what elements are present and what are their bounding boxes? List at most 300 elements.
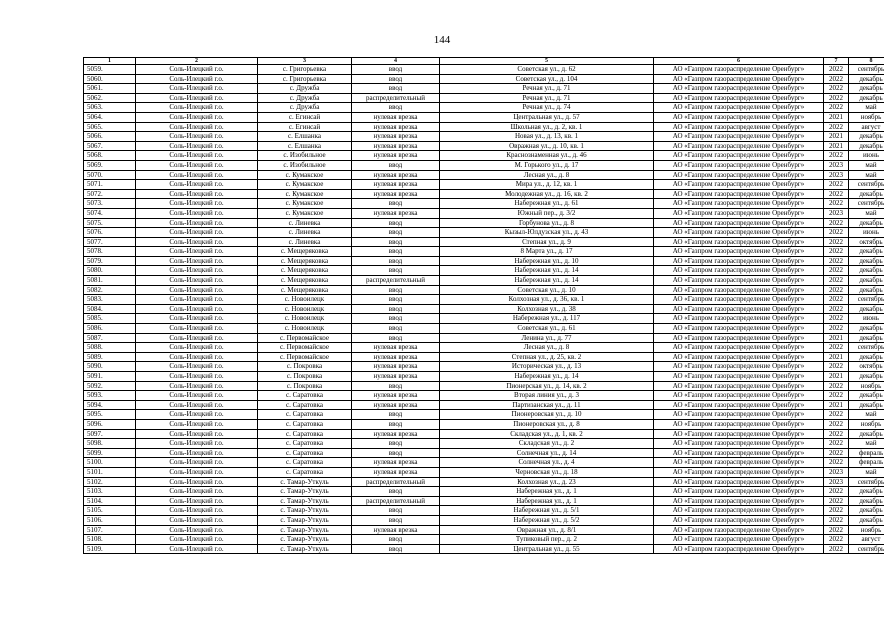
month-cell: декабрь bbox=[849, 74, 884, 84]
district-cell: Соль-Илецкий г.о. bbox=[136, 410, 258, 420]
month-cell: декабрь bbox=[849, 372, 884, 382]
organization-cell: АО «Газпром газораспределение Оренбург» bbox=[654, 391, 824, 401]
month-cell: декабрь bbox=[849, 256, 884, 266]
month-cell: декабрь bbox=[849, 429, 884, 439]
organization-cell: АО «Газпром газораспределение Оренбург» bbox=[654, 372, 824, 382]
table-row bbox=[84, 199, 884, 209]
connection-type-cell: нулевая врезка bbox=[352, 372, 440, 382]
settlement-cell: с. Егинсай bbox=[258, 112, 352, 122]
row-number-cell: 5084. bbox=[84, 304, 136, 314]
organization-cell: АО «Газпром газораспределение Оренбург» bbox=[654, 160, 824, 170]
connection-type-cell: ввод bbox=[352, 266, 440, 276]
organization-cell: АО «Газпром газораспределение Оренбург» bbox=[654, 103, 824, 113]
organization-cell: АО «Газпром газораспределение Оренбург» bbox=[654, 525, 824, 535]
month-cell: декабрь bbox=[849, 132, 884, 142]
connection-type-cell: ввод bbox=[352, 199, 440, 209]
register-table bbox=[83, 57, 884, 554]
settlement-cell: с. Саратовка bbox=[258, 400, 352, 410]
organization-cell: АО «Газпром газораспределение Оренбург» bbox=[654, 381, 824, 391]
row-number-cell: 5080. bbox=[84, 266, 136, 276]
district-cell: Соль-Илецкий г.о. bbox=[136, 141, 258, 151]
month-cell: сентябрь bbox=[849, 477, 884, 487]
year-cell: 2022 bbox=[824, 410, 849, 420]
address-cell: Речная ул., д. 71 bbox=[440, 84, 654, 94]
address-cell: Мира ул., д. 12, кв. 1 bbox=[440, 180, 654, 190]
district-cell: Соль-Илецкий г.о. bbox=[136, 189, 258, 199]
settlement-cell: с. Покровка bbox=[258, 362, 352, 372]
settlement-cell: с. Дружба bbox=[258, 93, 352, 103]
settlement-cell: с. Новоилецк bbox=[258, 295, 352, 305]
address-cell: Молодежная ул., д. 16, кв. 2 bbox=[440, 189, 654, 199]
settlement-cell: с. Новоилецк bbox=[258, 324, 352, 334]
district-cell: Соль-Илецкий г.о. bbox=[136, 372, 258, 382]
organization-cell: АО «Газпром газораспределение Оренбург» bbox=[654, 285, 824, 295]
settlement-cell: с. Егинсай bbox=[258, 122, 352, 132]
settlement-cell: с. Тамар-Уткуль bbox=[258, 487, 352, 497]
row-number-cell: 5089. bbox=[84, 352, 136, 362]
row-number-cell: 5061. bbox=[84, 84, 136, 94]
year-cell: 2022 bbox=[824, 256, 849, 266]
connection-type-cell: нулевая врезка bbox=[352, 180, 440, 190]
row-number-cell: 5097. bbox=[84, 429, 136, 439]
table-row bbox=[84, 132, 884, 142]
table-row bbox=[84, 295, 884, 305]
year-cell: 2022 bbox=[824, 314, 849, 324]
row-number-cell: 5059. bbox=[84, 65, 136, 75]
address-cell: Советская ул., д. 62 bbox=[440, 65, 654, 75]
organization-cell: АО «Газпром газораспределение Оренбург» bbox=[654, 295, 824, 305]
address-cell: Речная ул., д. 74 bbox=[440, 103, 654, 113]
address-cell: Центральная ул., д. 55 bbox=[440, 544, 654, 554]
organization-cell: АО «Газпром газораспределение Оренбург» bbox=[654, 467, 824, 477]
year-cell: 2022 bbox=[824, 419, 849, 429]
connection-type-cell: распределительный bbox=[352, 276, 440, 286]
month-cell: май bbox=[849, 467, 884, 477]
month-cell: декабрь bbox=[849, 84, 884, 94]
address-cell: Овражная ул., д. 10, кв. 1 bbox=[440, 141, 654, 151]
year-cell: 2023 bbox=[824, 467, 849, 477]
table-row bbox=[84, 458, 884, 468]
header-cell: 6 bbox=[654, 58, 824, 65]
header-cell: 7 bbox=[824, 58, 849, 65]
connection-type-cell: нулевая врезка bbox=[352, 122, 440, 132]
month-cell: декабрь bbox=[849, 93, 884, 103]
table-row bbox=[84, 285, 884, 295]
connection-type-cell: ввод bbox=[352, 333, 440, 343]
table-row bbox=[84, 103, 884, 113]
year-cell: 2022 bbox=[824, 439, 849, 449]
month-cell: декабрь bbox=[849, 487, 884, 497]
address-cell: Набережная ул., д. 61 bbox=[440, 199, 654, 209]
month-cell: сентябрь bbox=[849, 180, 884, 190]
settlement-cell: с. Линевка bbox=[258, 228, 352, 238]
district-cell: Соль-Илецкий г.о. bbox=[136, 496, 258, 506]
organization-cell: АО «Газпром газораспределение Оренбург» bbox=[654, 439, 824, 449]
district-cell: Соль-Илецкий г.о. bbox=[136, 525, 258, 535]
month-cell: декабрь bbox=[849, 352, 884, 362]
organization-cell: АО «Газпром газораспределение Оренбург» bbox=[654, 151, 824, 161]
settlement-cell: с. Тамар-Уткуль bbox=[258, 506, 352, 516]
month-cell: август bbox=[849, 535, 884, 545]
address-cell: Солнечная ул., д. 14 bbox=[440, 448, 654, 458]
organization-cell: АО «Газпром газораспределение Оренбург» bbox=[654, 429, 824, 439]
row-number-cell: 5107. bbox=[84, 525, 136, 535]
row-number-cell: 5101. bbox=[84, 467, 136, 477]
organization-cell: АО «Газпром газораспределение Оренбург» bbox=[654, 458, 824, 468]
row-number-cell: 5064. bbox=[84, 112, 136, 122]
table-row bbox=[84, 400, 884, 410]
organization-cell: АО «Газпром газораспределение Оренбург» bbox=[654, 180, 824, 190]
address-cell: Партизанская ул., д. 11 bbox=[440, 400, 654, 410]
row-number-cell: 5079. bbox=[84, 256, 136, 266]
table-row bbox=[84, 467, 884, 477]
organization-cell: АО «Газпром газораспределение Оренбург» bbox=[654, 247, 824, 257]
year-cell: 2022 bbox=[824, 285, 849, 295]
header-cell: 2 bbox=[136, 58, 258, 65]
table-row bbox=[84, 160, 884, 170]
settlement-cell: с. Тамар-Уткуль bbox=[258, 477, 352, 487]
year-cell: 2022 bbox=[824, 324, 849, 334]
table-row bbox=[84, 189, 884, 199]
connection-type-cell: ввод bbox=[352, 544, 440, 554]
year-cell: 2022 bbox=[824, 237, 849, 247]
address-cell: Набережная ул., д. 10 bbox=[440, 256, 654, 266]
table-row bbox=[84, 93, 884, 103]
address-cell: Набережная ул., д. 5/2 bbox=[440, 515, 654, 525]
organization-cell: АО «Газпром газораспределение Оренбург» bbox=[654, 314, 824, 324]
district-cell: Соль-Илецкий г.о. bbox=[136, 103, 258, 113]
month-cell: декабрь bbox=[849, 304, 884, 314]
row-number-cell: 5086. bbox=[84, 324, 136, 334]
settlement-cell: с. Елшанка bbox=[258, 141, 352, 151]
district-cell: Соль-Илецкий г.о. bbox=[136, 515, 258, 525]
address-cell: Набережная ул., д. 117 bbox=[440, 314, 654, 324]
address-cell: Степная ул., д. 9 bbox=[440, 237, 654, 247]
table-row bbox=[84, 304, 884, 314]
address-cell: Пионеровская ул., д. 10 bbox=[440, 410, 654, 420]
table-row bbox=[84, 343, 884, 353]
address-cell: Набережная ул., д. 1 bbox=[440, 496, 654, 506]
row-number-cell: 5096. bbox=[84, 419, 136, 429]
row-number-cell: 5098. bbox=[84, 439, 136, 449]
organization-cell: АО «Газпром газораспределение Оренбург» bbox=[654, 112, 824, 122]
connection-type-cell: нулевая врезка bbox=[352, 525, 440, 535]
settlement-cell: с. Линевка bbox=[258, 218, 352, 228]
address-cell: Советская ул., д. 104 bbox=[440, 74, 654, 84]
header-cell: 3 bbox=[258, 58, 352, 65]
address-cell: Тупиковый пер., д. 2 bbox=[440, 535, 654, 545]
address-cell: Набережная ул., д. 1 bbox=[440, 487, 654, 497]
month-cell: декабрь bbox=[849, 266, 884, 276]
table-row bbox=[84, 410, 884, 420]
table-row bbox=[84, 324, 884, 334]
month-cell: май bbox=[849, 170, 884, 180]
settlement-cell: с. Саратовка bbox=[258, 419, 352, 429]
district-cell: Соль-Илецкий г.о. bbox=[136, 65, 258, 75]
address-cell: Набережная ул., д. 14 bbox=[440, 266, 654, 276]
address-cell: 8 Марта ул., д. 17 bbox=[440, 247, 654, 257]
row-number-cell: 5095. bbox=[84, 410, 136, 420]
organization-cell: АО «Газпром газораспределение Оренбург» bbox=[654, 84, 824, 94]
organization-cell: АО «Газпром газораспределение Оренбург» bbox=[654, 170, 824, 180]
row-number-cell: 5065. bbox=[84, 122, 136, 132]
table-row bbox=[84, 141, 884, 151]
month-cell: август bbox=[849, 122, 884, 132]
year-cell: 2022 bbox=[824, 199, 849, 209]
row-number-cell: 5092. bbox=[84, 381, 136, 391]
district-cell: Соль-Илецкий г.о. bbox=[136, 467, 258, 477]
connection-type-cell: ввод bbox=[352, 74, 440, 84]
connection-type-cell: ввод bbox=[352, 515, 440, 525]
district-cell: Соль-Илецкий г.о. bbox=[136, 285, 258, 295]
address-cell: Пионеровская ул., д. 8 bbox=[440, 419, 654, 429]
address-cell: Новая ул., д. 13, кв. 1 bbox=[440, 132, 654, 142]
settlement-cell: с. Кумакское bbox=[258, 208, 352, 218]
settlement-cell: с. Мещеряковка bbox=[258, 276, 352, 286]
district-cell: Соль-Илецкий г.о. bbox=[136, 314, 258, 324]
address-cell: Центральная ул., д. 57 bbox=[440, 112, 654, 122]
address-cell: Черновская ул., д. 18 bbox=[440, 467, 654, 477]
row-number-cell: 5067. bbox=[84, 141, 136, 151]
organization-cell: АО «Газпром газораспределение Оренбург» bbox=[654, 189, 824, 199]
settlement-cell: с. Тамар-Уткуль bbox=[258, 525, 352, 535]
month-cell: сентябрь bbox=[849, 544, 884, 554]
month-cell: сентябрь bbox=[849, 295, 884, 305]
month-cell: сентябрь bbox=[849, 65, 884, 75]
table-row bbox=[84, 276, 884, 286]
year-cell: 2023 bbox=[824, 477, 849, 487]
connection-type-cell: ввод bbox=[352, 285, 440, 295]
district-cell: Соль-Илецкий г.о. bbox=[136, 237, 258, 247]
settlement-cell: с. Саратовка bbox=[258, 467, 352, 477]
table-row bbox=[84, 314, 884, 324]
district-cell: Соль-Илецкий г.о. bbox=[136, 487, 258, 497]
connection-type-cell: распределительный bbox=[352, 477, 440, 487]
table-row bbox=[84, 180, 884, 190]
address-cell: Степная ул., д. 25, кв. 2 bbox=[440, 352, 654, 362]
organization-cell: АО «Газпром газораспределение Оренбург» bbox=[654, 487, 824, 497]
district-cell: Соль-Илецкий г.о. bbox=[136, 362, 258, 372]
district-cell: Соль-Илецкий г.о. bbox=[136, 112, 258, 122]
row-number-cell: 5062. bbox=[84, 93, 136, 103]
table-row bbox=[84, 84, 884, 94]
district-cell: Соль-Илецкий г.о. bbox=[136, 506, 258, 516]
district-cell: Соль-Илецкий г.о. bbox=[136, 448, 258, 458]
month-cell: сентябрь bbox=[849, 199, 884, 209]
year-cell: 2022 bbox=[824, 65, 849, 75]
connection-type-cell: ввод bbox=[352, 84, 440, 94]
connection-type-cell: ввод bbox=[352, 65, 440, 75]
district-cell: Соль-Илецкий г.о. bbox=[136, 199, 258, 209]
connection-type-cell: ввод bbox=[352, 160, 440, 170]
row-number-cell: 5077. bbox=[84, 237, 136, 247]
connection-type-cell: распределительный bbox=[352, 93, 440, 103]
table-row bbox=[84, 515, 884, 525]
connection-type-cell: нулевая врезка bbox=[352, 429, 440, 439]
district-cell: Соль-Илецкий г.о. bbox=[136, 439, 258, 449]
district-cell: Соль-Илецкий г.о. bbox=[136, 324, 258, 334]
settlement-cell: с. Тамар-Уткуль bbox=[258, 496, 352, 506]
year-cell: 2022 bbox=[824, 343, 849, 353]
connection-type-cell: нулевая врезка bbox=[352, 343, 440, 353]
settlement-cell: с. Саратовка bbox=[258, 448, 352, 458]
district-cell: Соль-Илецкий г.о. bbox=[136, 304, 258, 314]
address-cell: Кызыл-Юлдузская ул., д. 43 bbox=[440, 228, 654, 238]
year-cell: 2021 bbox=[824, 400, 849, 410]
year-cell: 2023 bbox=[824, 160, 849, 170]
table-body bbox=[84, 58, 884, 554]
organization-cell: АО «Газпром газораспределение Оренбург» bbox=[654, 506, 824, 516]
connection-type-cell: ввод bbox=[352, 487, 440, 497]
month-cell: декабрь bbox=[849, 189, 884, 199]
year-cell: 2022 bbox=[824, 218, 849, 228]
year-cell: 2022 bbox=[824, 544, 849, 554]
year-cell: 2022 bbox=[824, 304, 849, 314]
row-number-cell: 5076. bbox=[84, 228, 136, 238]
year-cell: 2022 bbox=[824, 247, 849, 257]
district-cell: Соль-Илецкий г.о. bbox=[136, 151, 258, 161]
organization-cell: АО «Газпром газораспределение Оренбург» bbox=[654, 122, 824, 132]
district-cell: Соль-Илецкий г.о. bbox=[136, 400, 258, 410]
year-cell: 2022 bbox=[824, 429, 849, 439]
settlement-cell: с. Мещеряковка bbox=[258, 256, 352, 266]
address-cell: Набережная ул., д. 5/1 bbox=[440, 506, 654, 516]
row-number-cell: 5073. bbox=[84, 199, 136, 209]
table-row bbox=[84, 496, 884, 506]
year-cell: 2022 bbox=[824, 74, 849, 84]
organization-cell: АО «Газпром газораспределение Оренбург» bbox=[654, 218, 824, 228]
district-cell: Соль-Илецкий г.о. bbox=[136, 170, 258, 180]
month-cell: февраль bbox=[849, 448, 884, 458]
table-row bbox=[84, 218, 884, 228]
settlement-cell: с. Саратовка bbox=[258, 410, 352, 420]
month-cell: май bbox=[849, 439, 884, 449]
settlement-cell: с. Линевка bbox=[258, 237, 352, 247]
month-cell: сентябрь bbox=[849, 343, 884, 353]
year-cell: 2022 bbox=[824, 103, 849, 113]
connection-type-cell: нулевая врезка bbox=[352, 170, 440, 180]
table-row bbox=[84, 448, 884, 458]
table-row bbox=[84, 237, 884, 247]
row-number-cell: 5060. bbox=[84, 74, 136, 84]
settlement-cell: с. Новоилецк bbox=[258, 314, 352, 324]
row-number-cell: 5072. bbox=[84, 189, 136, 199]
address-cell: Набережная ул., д. 14 bbox=[440, 276, 654, 286]
year-cell: 2022 bbox=[824, 448, 849, 458]
month-cell: декабрь bbox=[849, 285, 884, 295]
organization-cell: АО «Газпром газораспределение Оренбург» bbox=[654, 304, 824, 314]
month-cell: июнь bbox=[849, 228, 884, 238]
year-cell: 2021 bbox=[824, 352, 849, 362]
district-cell: Соль-Илецкий г.о. bbox=[136, 208, 258, 218]
address-cell: Колхозная ул., д. 23 bbox=[440, 477, 654, 487]
year-cell: 2022 bbox=[824, 391, 849, 401]
year-cell: 2022 bbox=[824, 525, 849, 535]
table-row bbox=[84, 544, 884, 554]
row-number-cell: 5066. bbox=[84, 132, 136, 142]
year-cell: 2022 bbox=[824, 506, 849, 516]
district-cell: Соль-Илецкий г.о. bbox=[136, 228, 258, 238]
month-cell: май bbox=[849, 160, 884, 170]
settlement-cell: с. Дружба bbox=[258, 84, 352, 94]
month-cell: май bbox=[849, 410, 884, 420]
connection-type-cell: ввод bbox=[352, 218, 440, 228]
year-cell: 2022 bbox=[824, 189, 849, 199]
district-cell: Соль-Илецкий г.о. bbox=[136, 132, 258, 142]
table-row bbox=[84, 170, 884, 180]
settlement-cell: с. Мещеряковка bbox=[258, 266, 352, 276]
table-row bbox=[84, 228, 884, 238]
address-cell: М. Горького ул., д. 17 bbox=[440, 160, 654, 170]
district-cell: Соль-Илецкий г.о. bbox=[136, 429, 258, 439]
organization-cell: АО «Газпром газораспределение Оренбург» bbox=[654, 343, 824, 353]
settlement-cell: с. Первомайское bbox=[258, 352, 352, 362]
settlement-cell: с. Елшанка bbox=[258, 132, 352, 142]
year-cell: 2022 bbox=[824, 93, 849, 103]
table-row bbox=[84, 151, 884, 161]
settlement-cell: с. Изобильное bbox=[258, 160, 352, 170]
year-cell: 2022 bbox=[824, 487, 849, 497]
row-number-cell: 5063. bbox=[84, 103, 136, 113]
address-cell: Лесная ул., д. 8 bbox=[440, 170, 654, 180]
address-cell: Колхозная ул., д. 36, кв. 1 bbox=[440, 295, 654, 305]
table-row bbox=[84, 477, 884, 487]
year-cell: 2022 bbox=[824, 180, 849, 190]
header-cell: 1 bbox=[84, 58, 136, 65]
organization-cell: АО «Газпром газораспределение Оренбург» bbox=[654, 237, 824, 247]
address-cell: Горбунова ул., д. 8 bbox=[440, 218, 654, 228]
month-cell: декабрь bbox=[849, 506, 884, 516]
organization-cell: АО «Газпром газораспределение Оренбург» bbox=[654, 208, 824, 218]
row-number-cell: 5099. bbox=[84, 448, 136, 458]
settlement-cell: с. Саратовка bbox=[258, 429, 352, 439]
organization-cell: АО «Газпром газораспределение Оренбург» bbox=[654, 333, 824, 343]
year-cell: 2022 bbox=[824, 84, 849, 94]
district-cell: Соль-Илецкий г.о. bbox=[136, 247, 258, 257]
district-cell: Соль-Илецкий г.о. bbox=[136, 419, 258, 429]
address-cell: Ленина ул., д. 77 bbox=[440, 333, 654, 343]
month-cell: декабрь bbox=[849, 141, 884, 151]
month-cell: декабрь bbox=[849, 276, 884, 286]
connection-type-cell: ввод bbox=[352, 256, 440, 266]
connection-type-cell: ввод bbox=[352, 324, 440, 334]
settlement-cell: с. Покровка bbox=[258, 381, 352, 391]
month-cell: декабрь bbox=[849, 218, 884, 228]
settlement-cell: с. Мещеряковка bbox=[258, 247, 352, 257]
month-cell: май bbox=[849, 208, 884, 218]
district-cell: Соль-Илецкий г.о. bbox=[136, 180, 258, 190]
organization-cell: АО «Газпром газораспределение Оренбург» bbox=[654, 400, 824, 410]
organization-cell: АО «Газпром газораспределение Оренбург» bbox=[654, 496, 824, 506]
organization-cell: АО «Газпром газораспределение Оренбург» bbox=[654, 362, 824, 372]
address-cell: Складская ул., д. 1, кв. 2 bbox=[440, 429, 654, 439]
table-row bbox=[84, 208, 884, 218]
district-cell: Соль-Илецкий г.о. bbox=[136, 256, 258, 266]
connection-type-cell: нулевая врезка bbox=[352, 458, 440, 468]
year-cell: 2022 bbox=[824, 496, 849, 506]
month-cell: декабрь bbox=[849, 324, 884, 334]
table-row bbox=[84, 256, 884, 266]
settlement-cell: с. Тамар-Уткуль bbox=[258, 515, 352, 525]
address-cell: Школьная ул., д. 2, кв. 1 bbox=[440, 122, 654, 132]
district-cell: Соль-Илецкий г.о. bbox=[136, 93, 258, 103]
connection-type-cell: нулевая врезка bbox=[352, 352, 440, 362]
district-cell: Соль-Илецкий г.о. bbox=[136, 535, 258, 545]
organization-cell: АО «Газпром газораспределение Оренбург» bbox=[654, 352, 824, 362]
year-cell: 2022 bbox=[824, 151, 849, 161]
year-cell: 2023 bbox=[824, 208, 849, 218]
month-cell: октябрь bbox=[849, 362, 884, 372]
